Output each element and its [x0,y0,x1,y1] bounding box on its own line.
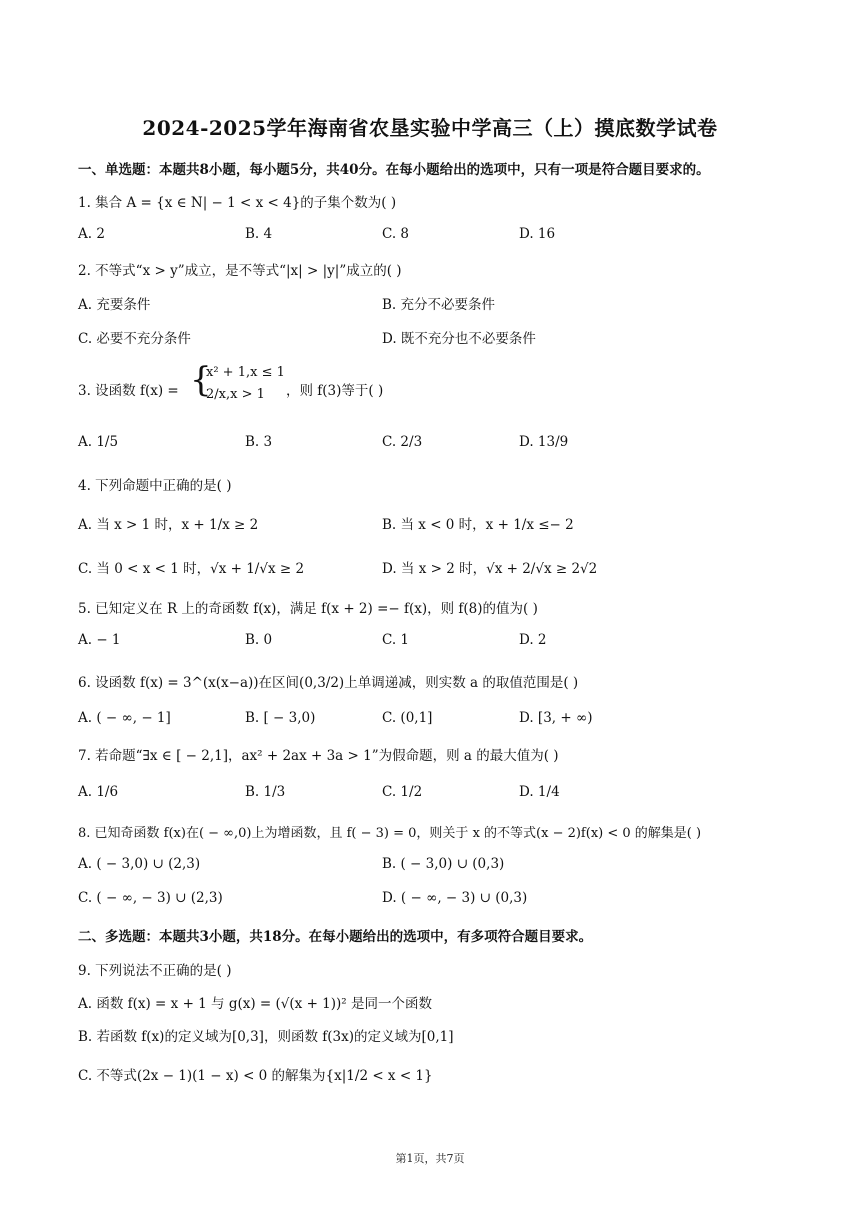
question-2-options-row1 [78,293,798,315]
question-9-option-b: B. 若函数 f(x)的定义域为[0,3]，则函数 f(3x)的定义域为[0,1] [78,1029,454,1045]
section-heading-multi-choice: 二、多选题：本题共3小题，共18分。在每小题给出的选项中，有多项符合题目要求。 [78,929,593,945]
option-b: B. 充分不必要条件 [382,297,496,313]
option-d: D. [3, + ∞) [519,710,593,726]
stem-prefix: 3. 设函数 f(x) = [78,383,179,399]
stem-suffix: ，则 f(3)等于( ) [286,383,384,399]
option-b: B. 3 [245,434,273,450]
question-8-stem: 8. 已知奇函数 f(x)在( − ∞,0)上为增函数，且 f( − 3) = 0，则关于 x 的不等式(x − 2)f(x) < 0 的解集是( ) [78,826,702,841]
question-5-stem: 5. 已知定义在 R 上的奇函数 f(x)，满足 f(x + 2) =− f(x)，则 f(8)的值为( ) [78,601,538,617]
question-6-options [78,710,798,732]
option-d: D. 当 x > 2 时，√x + 2/√x ≥ 2√2 [382,561,598,577]
question-8-options-row1 [78,856,798,878]
option-d: D. 既不充分也不必要条件 [382,331,536,347]
option-a: A. − 1 [78,632,121,648]
option-c: C. 1 [382,632,410,648]
option-a: A. 当 x > 1 时，x + 1/x ≥ 2 [78,517,259,533]
question-3-options [78,434,798,456]
question-4-options-row1 [78,513,798,535]
option-a: A. 1/5 [78,434,119,450]
option-b: B. [ − 3,0) [245,710,316,726]
question-4-options-row2 [78,557,798,579]
option-c: C. ( − ∞, − 3) ∪ (2,3) [78,890,223,906]
option-b: B. 1/3 [245,784,286,800]
option-c: C. 1/2 [382,784,423,800]
option-a: A. 充要条件 [78,297,151,313]
option-c: C. (0,1] [382,710,433,726]
piece-2: 2/x,x > 1 [206,387,265,402]
page-title: 2024-2025学年海南省农垦实验中学高三（上）摸底数学试卷 [142,116,718,140]
question-9-option-c: C. 不等式(2x − 1)(1 − x) < 0 的解集为{x|1/2 < x < 1} [78,1068,433,1084]
option-a: A. ( − ∞, − 1] [78,710,171,726]
option-b: B. 当 x < 0 时，x + 1/x ≤− 2 [382,517,574,533]
option-c: C. 2/3 [382,434,423,450]
question-6-stem: 6. 设函数 f(x) = 3^(x(x−a))在区间(0,3/2)上单调递减，则实数 a 的取值范围是( ) [78,675,579,691]
question-7-stem: 7. 若命题“∃x ∈ [ − 2,1]，ax² + 2ax + 3a > 1”为假命题，则 a 的最大值为( ) [78,748,559,764]
page-footer: 第1页，共7页 [395,1152,465,1165]
question-7-options [78,784,798,806]
option-d: D. 16 [519,226,556,242]
brace-symbol: { [190,360,212,400]
question-1-options [78,226,798,248]
question-8-options-row2 [78,890,798,912]
option-a: A. 2 [78,226,105,242]
question-2-options-row2 [78,327,798,349]
question-9-stem: 9. 下列说法不正确的是( ) [78,963,232,979]
option-b: B. ( − 3,0) ∪ (0,3) [382,856,505,872]
question-2-stem: 2. 不等式“x > y”成立，是不等式“|x| > |y|”成立的( ) [78,263,402,279]
option-c: C. 当 0 < x < 1 时，√x + 1/√x ≥ 2 [78,561,305,577]
option-b: B. 4 [245,226,273,242]
option-c: C. 必要不充分条件 [78,331,191,347]
option-a: A. 1/6 [78,784,119,800]
question-4-stem: 4. 下列命题中正确的是( ) [78,478,232,494]
section-heading-single-choice: 一、单选题：本题共8小题，每小题5分，共40分。在每小题给出的选项中，只有一项是符合题目要求的。 [78,162,710,178]
option-d: D. 13/9 [519,434,569,450]
option-c: C. 8 [382,226,410,242]
option-a: A. ( − 3,0) ∪ (2,3) [78,856,201,872]
option-d: D. ( − ∞, − 3) ∪ (0,3) [382,890,528,906]
option-d: D. 2 [519,632,547,648]
piece-1: x² + 1,x ≤ 1 [206,365,285,380]
option-d: D. 1/4 [519,784,560,800]
option-b: B. 0 [245,632,273,648]
question-1-stem: 1. 集合 A = {x ∈ N| − 1 < x < 4}的子集个数为( ) [78,195,397,211]
question-9-option-a: A. 函数 f(x) = x + 1 与 g(x) = (√(x + 1))² 是同一个函数 [78,996,432,1012]
question-5-options [78,632,798,654]
